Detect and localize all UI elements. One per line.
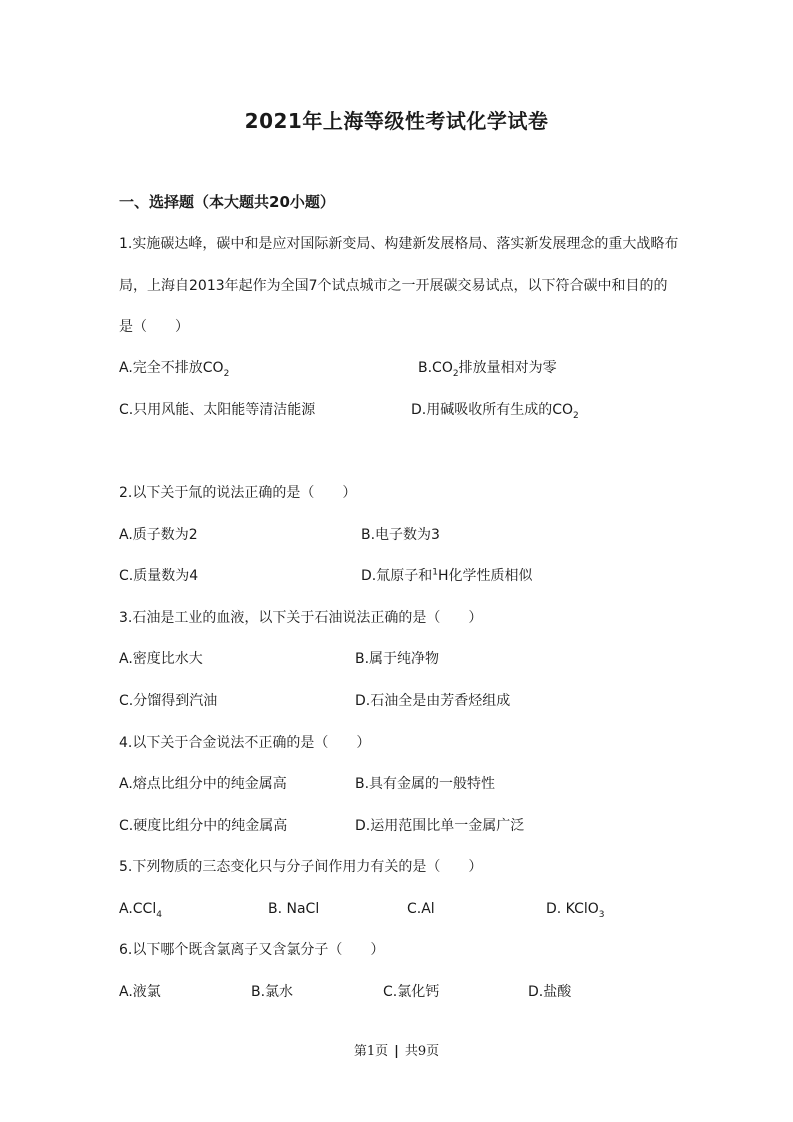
question-5-stem: 5.下列物质的三态变化只与分子间作用力有关的是（ ）	[119, 859, 483, 875]
section-heading: 一、选择题（本大题共20小题）	[119, 193, 335, 211]
total-pages: 共9页	[404, 1044, 440, 1059]
question-2-option-a: A.质子数为2	[119, 527, 198, 543]
question-4-option-a: A.熔点比组分中的纯金属高	[119, 776, 287, 792]
page-title: 2021年上海等级性考试化学试卷	[244, 109, 549, 133]
question-3-stem: 3.石油是工业的血液，以下关于石油说法正确的是（ ）	[119, 610, 483, 626]
question-5-option-b: B. NaCl	[268, 901, 320, 917]
question-3-option-a: A.密度比水大	[119, 651, 203, 667]
question-3-option-b: B.属于纯净物	[355, 651, 440, 667]
question-6-option-d: D.盐酸	[528, 984, 572, 1000]
question-3-option-d: D.石油全是由芳香烃组成	[355, 693, 511, 709]
question-5-option-d: D. KClO$_3$	[546, 901, 605, 920]
page-footer	[0, 1040, 793, 1059]
question-1-stem-line-1: 1.实施碳达峰，碳中和是应对国际新变局、构建新发展格局、落实新发展理念的重大战略布	[119, 236, 679, 252]
question-2-option-c: C.质量数为4	[119, 568, 199, 584]
question-2-stem: 2.以下关于氚的说法正确的是（ ）	[119, 485, 357, 501]
question-1-stem-line-3: 是（ ）	[119, 319, 189, 335]
question-1-stem-line-2: 局，上海自2013年起作为全国7个试点城市之一开展碳交易试点，以下符合碳中和目的的	[119, 278, 668, 294]
question-2-option-d: D.氚原子和$^1$H化学性质相似	[361, 567, 533, 584]
question-1-option-c: C.只用风能、太阳能等清洁能源	[119, 402, 316, 418]
question-5-option-a: A.CCl$_4$	[119, 901, 162, 920]
question-4-stem: 4.以下关于合金说法不正确的是（ ）	[119, 735, 371, 751]
question-6-stem: 6.以下哪个既含氯离子又含氯分子（ ）	[119, 942, 385, 958]
question-5-option-c: C.Al	[407, 901, 435, 917]
question-6-option-c: C.氯化钙	[383, 984, 440, 1000]
current-page-number: 第1页	[353, 1044, 389, 1059]
question-4-option-b: B.具有金属的一般特性	[355, 776, 496, 792]
question-6-option-b: B.氯水	[251, 984, 294, 1000]
question-3-option-c: C.分馏得到汽油	[119, 693, 218, 709]
footer-separator: |	[394, 1044, 399, 1059]
question-1-option-a: A.完全不排放$CO_2$	[119, 360, 230, 379]
question-1-option-d: D.用碱吸收所有生成的$CO_2$	[411, 402, 579, 421]
question-4-option-c: C.硬度比组分中的纯金属高	[119, 818, 288, 834]
question-4-option-d: D.运用范围比单一金属广泛	[355, 818, 525, 834]
question-1-option-b: $B.CO_2$排放量相对为零	[418, 360, 557, 379]
question-6-option-a: A.液氯	[119, 984, 161, 1000]
question-2-option-b: B.电子数为3	[361, 527, 440, 543]
